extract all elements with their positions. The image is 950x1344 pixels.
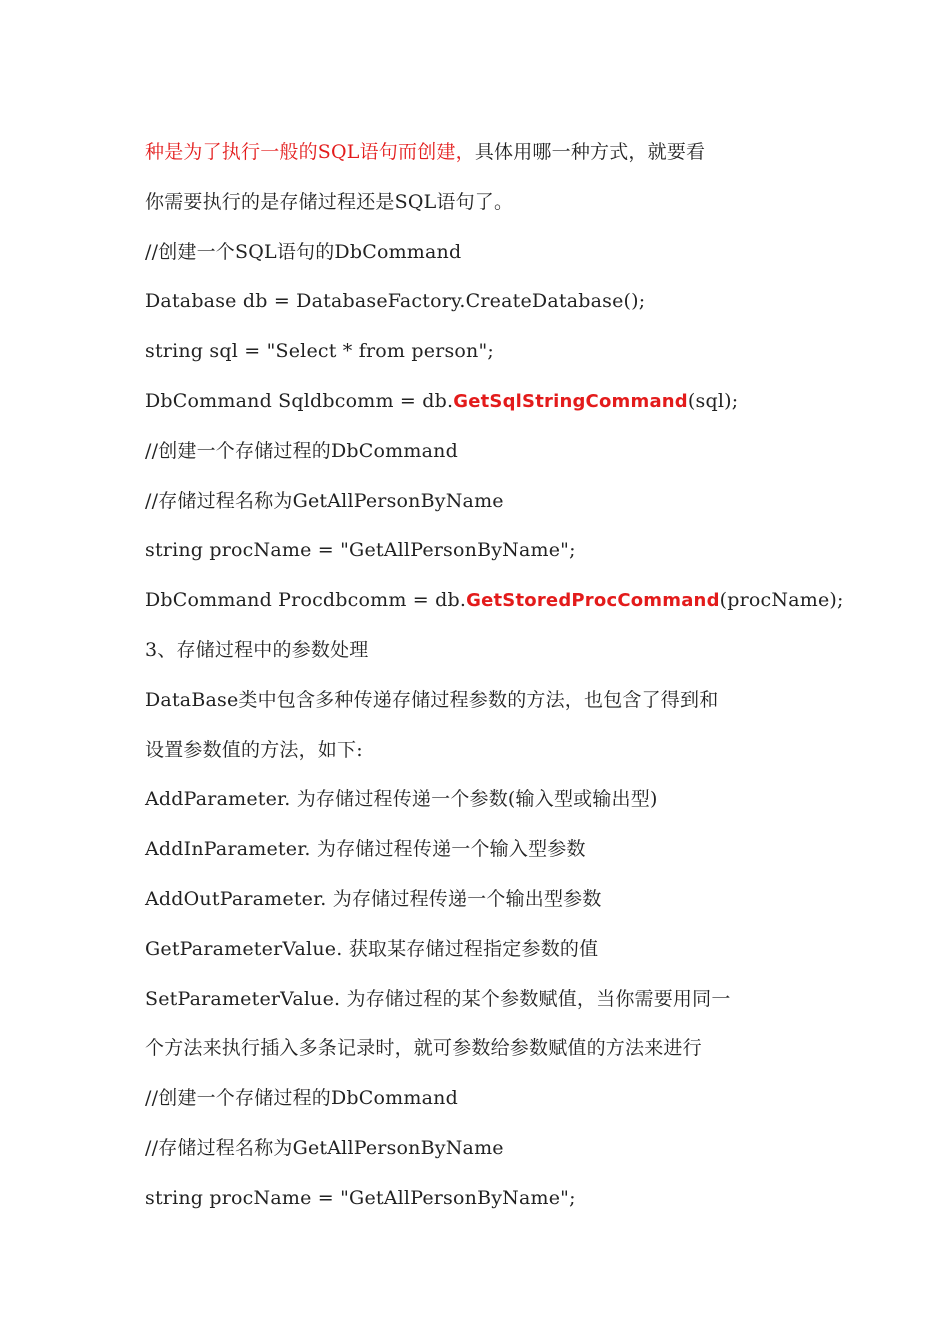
text-span: DbCommand Sqldbcomm = db. (145, 389, 454, 412)
method-description-line (145, 975, 825, 1025)
method-description-line (145, 775, 825, 825)
text-span: DataBase类中包含多种传递存储过程参数的方法，也包含了得到和 (145, 688, 719, 711)
code-comment-line (145, 1124, 825, 1174)
text-span: Database db = DatabaseFactory.CreateDatabase(); (145, 290, 646, 313)
text-span: //创建一个存储过程的DbCommand (145, 1087, 458, 1110)
text-span: AddInParameter. 为存储过程传递一个输入型参数 (145, 838, 586, 861)
text-span: 具体用哪一种方式，就要看 (474, 141, 706, 163)
text-line (145, 1024, 825, 1074)
code-comment-line (145, 477, 825, 527)
text-span: 个方法来执行插入多条记录时，就可参数给参数赋值的方法来进行 (145, 1037, 702, 1060)
code-line (145, 526, 825, 576)
text-span: 设置参数值的方法，如下: (145, 738, 363, 761)
text-span: (sql); (687, 389, 739, 412)
method-description-line (145, 825, 825, 875)
text-span: 你需要执行的是存储过程还是SQL语句了。 (145, 190, 514, 213)
text-span: //创建一个存储过程的DbCommand (145, 439, 458, 462)
text-line-1 (145, 128, 825, 178)
code-line (145, 1174, 825, 1224)
text-span: (procName); (719, 589, 844, 612)
code-line (145, 327, 825, 377)
text-span: //存储过程名称为GetAllPersonByName (145, 489, 504, 512)
text-span: GetParameterValue. 获取某存储过程指定参数的值 (145, 937, 599, 960)
section-heading (145, 626, 825, 676)
code-line (145, 277, 825, 327)
highlight-method-name: GetStoredProcCommand (466, 590, 720, 612)
code-comment-line (145, 427, 825, 477)
text-line (145, 676, 825, 726)
method-description-line (145, 875, 825, 925)
text-span: //创建一个SQL语句的DbCommand (145, 240, 462, 263)
highlight-text: 种是为了执行一般的SQL语句而创建， (145, 141, 475, 163)
code-line (145, 377, 825, 427)
text-span: string procName = "GetAllPersonByName"; (145, 1186, 576, 1209)
method-description-line (145, 925, 825, 975)
text-span: AddOutParameter. 为存储过程传递一个输出型参数 (145, 887, 602, 910)
text-span: AddParameter. 为存储过程传递一个参数(输入型或输出型) (145, 788, 658, 811)
text-span: //存储过程名称为GetAllPersonByName (145, 1136, 504, 1159)
text-span: SetParameterValue. 为存储过程的某个参数赋值，当你需要用同一 (145, 987, 731, 1010)
code-comment-line (145, 228, 825, 278)
text-span: string procName = "GetAllPersonByName"; (145, 539, 576, 562)
highlight-method-name: GetSqlStringCommand (453, 390, 688, 412)
text-span: 3、存储过程中的参数处理 (145, 638, 369, 661)
document-body (145, 128, 844, 1224)
text-span: DbCommand Procdbcomm = db. (145, 589, 467, 612)
code-line (145, 576, 844, 626)
text-line (145, 726, 825, 776)
text-span: string sql = "Select * from person"; (145, 340, 495, 363)
text-line-2 (145, 178, 825, 228)
code-comment-line (145, 1074, 825, 1124)
